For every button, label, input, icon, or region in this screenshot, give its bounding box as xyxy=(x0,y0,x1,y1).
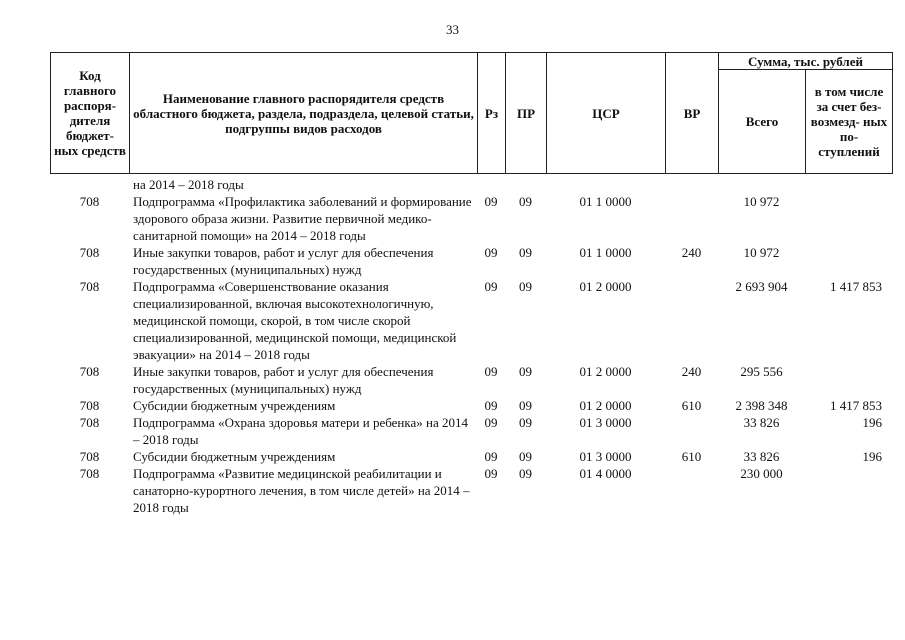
row-csr: 01 2 0000 xyxy=(579,279,632,294)
row-vr: 240 xyxy=(681,364,702,379)
row-vr xyxy=(665,465,718,516)
row-csr: 01 1 0000 xyxy=(579,245,632,260)
row-code: 708 xyxy=(79,194,100,209)
row-code: 708 xyxy=(79,466,100,481)
table-row xyxy=(50,278,892,363)
header-rz: Рз xyxy=(478,53,506,174)
row-name: Иные закупки товаров, работ и услуг для обеспечения государственных (муниципальных) нужд xyxy=(133,364,434,396)
row-code: 708 xyxy=(79,364,100,379)
row-incl xyxy=(805,193,892,244)
header-pr: ПР xyxy=(506,53,547,174)
row-rz: 09 xyxy=(484,364,498,379)
row-rz xyxy=(477,176,505,193)
row-name: Подпрограмма «Профилактика заболеваний и формирование здорового образа жизни. Развитие первичной медико-санитарной помощи» на 2014 – 2018 годы xyxy=(133,194,472,243)
row-name: на 2014 – 2018 годы xyxy=(133,177,244,192)
row-incl xyxy=(805,176,892,193)
row-code: 708 xyxy=(79,245,100,260)
row-total: 295 556 xyxy=(740,364,783,379)
row-rz: 09 xyxy=(484,245,498,260)
row-total xyxy=(718,176,805,193)
row-rz: 09 xyxy=(484,279,498,294)
row-vr xyxy=(665,193,718,244)
row-rz: 09 xyxy=(484,398,498,413)
row-csr: 01 3 0000 xyxy=(579,449,632,464)
row-code: 708 xyxy=(79,398,100,413)
row-name: Субсидии бюджетным учреждениям xyxy=(133,449,336,464)
row-name: Подпрограмма «Совершенствование оказания специализированной, включая высокотехнологичную, медицинской помощи, скорой, в том числе скорой специализированной, медицинской помощи, медицинской эвакуации» на 2014 – 2018 годы xyxy=(133,279,457,362)
table-row xyxy=(50,363,892,397)
row-vr: 610 xyxy=(681,449,702,464)
row-vr xyxy=(665,414,718,448)
row-incl: 1 417 853 xyxy=(830,398,882,413)
row-name: Подпрограмма «Развитие медицинской реабилитации и санаторно-курортного лечения, в том числе детей» на 2014 – 2018 годы xyxy=(133,466,470,515)
row-incl xyxy=(805,244,892,278)
row-pr: 09 xyxy=(519,466,532,481)
row-rz: 09 xyxy=(484,194,498,209)
row-vr xyxy=(665,278,718,363)
table-row xyxy=(50,244,892,278)
row-csr: 01 2 0000 xyxy=(579,398,632,413)
row-name: Подпрограмма «Охрана здоровья матери и ребенка» на 2014 – 2018 годы xyxy=(133,415,469,447)
row-name: Субсидии бюджетным учреждениям xyxy=(133,398,336,413)
row-rz: 09 xyxy=(484,449,498,464)
table-row xyxy=(50,465,892,516)
row-csr xyxy=(546,176,665,193)
row-total: 2 693 904 xyxy=(735,279,788,294)
header-code: Код главного распоря- дителя бюджет- ных средств xyxy=(51,53,130,174)
row-total: 10 972 xyxy=(743,245,780,260)
row-vr xyxy=(665,176,718,193)
row-rz: 09 xyxy=(484,466,498,481)
header-csr: ЦСР xyxy=(547,53,666,174)
row-pr: 09 xyxy=(519,245,532,260)
header-incl: в том числе за счет без- возмезд- ных по- ступлений xyxy=(806,70,893,174)
row-code xyxy=(50,176,129,193)
table-row xyxy=(50,176,892,193)
row-pr: 09 xyxy=(519,279,532,294)
table-body xyxy=(50,176,892,516)
row-csr: 01 2 0000 xyxy=(579,364,632,379)
row-total: 10 972 xyxy=(743,194,780,209)
row-incl: 196 xyxy=(862,449,882,464)
row-pr xyxy=(505,176,546,193)
row-incl xyxy=(805,363,892,397)
row-code: 708 xyxy=(79,449,100,464)
row-vr: 610 xyxy=(681,398,702,413)
row-vr: 240 xyxy=(681,245,702,260)
table-header xyxy=(50,52,893,174)
row-code: 708 xyxy=(79,415,100,430)
row-total: 33 826 xyxy=(743,449,780,464)
row-pr: 09 xyxy=(519,449,532,464)
row-incl xyxy=(805,465,892,516)
row-csr: 01 4 0000 xyxy=(579,466,632,481)
row-csr: 01 3 0000 xyxy=(579,415,632,430)
row-pr: 09 xyxy=(519,398,532,413)
row-pr: 09 xyxy=(519,194,532,209)
row-total: 2 398 348 xyxy=(735,398,788,413)
row-incl: 1 417 853 xyxy=(830,279,882,294)
row-rz: 09 xyxy=(484,415,498,430)
table-row xyxy=(50,193,892,244)
table-row xyxy=(50,414,892,448)
row-csr: 01 1 0000 xyxy=(579,194,632,209)
header-sum: Сумма, тыс. рублей xyxy=(719,53,893,70)
row-total: 230 000 xyxy=(740,466,783,481)
row-pr: 09 xyxy=(519,364,532,379)
row-code: 708 xyxy=(79,279,100,294)
table-row xyxy=(50,397,892,414)
row-pr: 09 xyxy=(519,415,532,430)
header-name: Наименование главного распорядителя средств областного бюджета, раздела, подраздела, целевой статьи, подгруппы видов расходов xyxy=(130,53,478,174)
table-row xyxy=(50,448,892,465)
header-vr: ВР xyxy=(666,53,719,174)
page-number: 33 xyxy=(446,22,459,37)
row-incl: 196 xyxy=(862,415,882,430)
header-total: Всего xyxy=(719,70,806,174)
row-total: 33 826 xyxy=(743,415,780,430)
row-name: Иные закупки товаров, работ и услуг для обеспечения государственных (муниципальных) нужд xyxy=(133,245,434,277)
